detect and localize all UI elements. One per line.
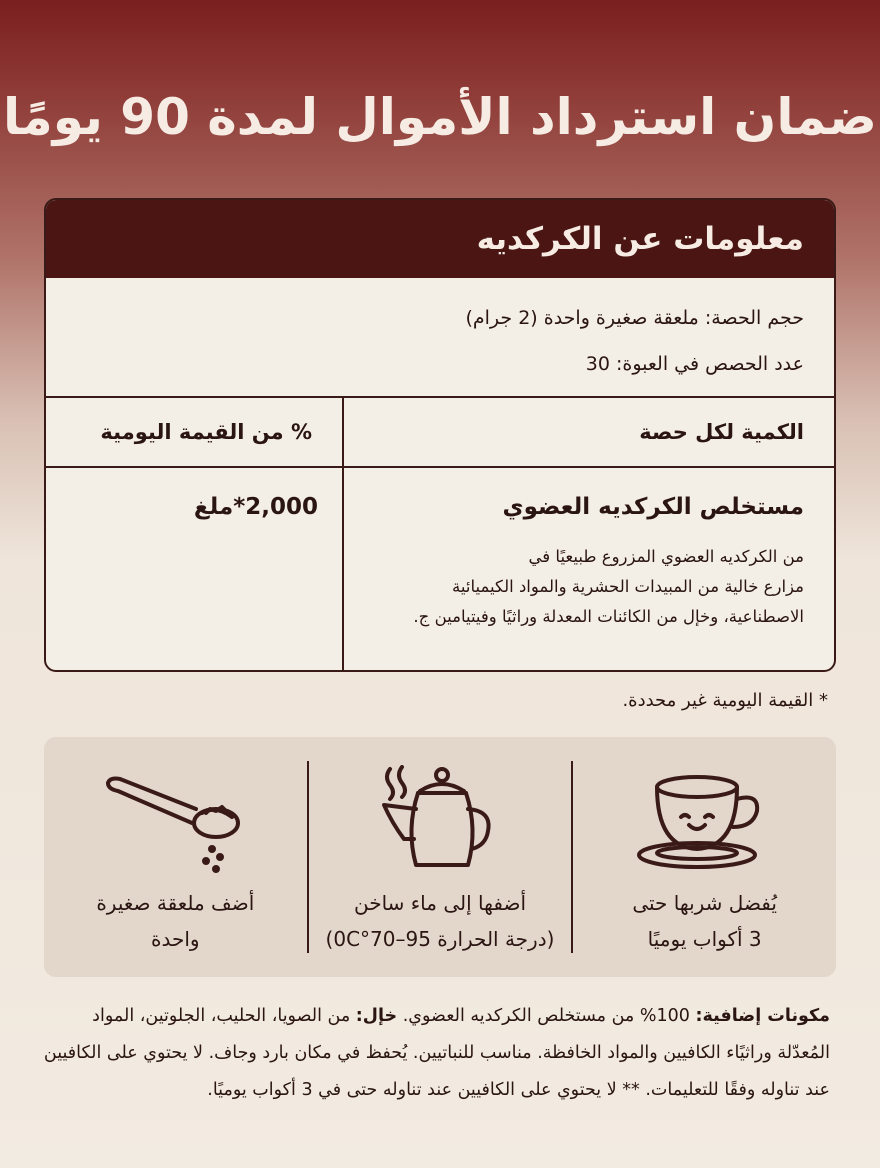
tip-line: 3 أكواب يوميًا — [647, 927, 762, 951]
ingredient-description-line: الاصطناعية، وخإل من الكائنات المعدلة وراثيًا وفيتيامين ج. — [413, 607, 804, 626]
tip-line: (درجة الحرارة 0C°70–95) — [325, 927, 555, 951]
ingredient-description-line: مزارع خالية من المبيدات الحشرية والمواد الكيميائية — [452, 577, 804, 596]
tip-line: يُفضل شربها حتى — [632, 891, 777, 915]
daily-value-footnote: * القيمة اليومية غير محددة. — [622, 690, 828, 711]
ingredient-name: مستخلص الكركديه العضوي — [502, 494, 804, 520]
extra-text: 100% من مستخلص الكركديه العضوي. — [397, 1006, 696, 1026]
page-title: ضمان استرداد الأموال لمدة 90 يومًا — [3, 88, 877, 146]
tip-line: واحدة — [151, 927, 200, 951]
amount-column-header: الكمية لكل حصة — [639, 420, 804, 444]
facts-table-header — [46, 398, 834, 468]
tip-cups — [573, 737, 836, 977]
ingredient-cell — [344, 468, 834, 672]
card-header: معلومات عن الكركديه — [46, 200, 834, 278]
tip-line: أضف ملعقة صغيرة — [96, 891, 255, 915]
extra-text-continued: من الصويا، الحليب، الجلوتين، المواد المُعدّلة وراثيًاء الكافيين والمواد الخافظة. مناسب للنباتيين. يُحفظ في مكان بارد وجاف. لا يحتوي على الكافيين عند تناوله وفقًا للتعليمات. ** لا يحتوي على الكافيين عند تناوله حتى في 3 أكواب يوميًا. — [43, 1006, 830, 1100]
servings-per-container: عدد الحصص في العبوة: 30 — [585, 353, 804, 375]
serving-info — [46, 278, 834, 398]
facts-table-row — [46, 468, 834, 672]
tip-line: أضفها إلى ماء ساخن — [353, 891, 526, 915]
extra-label: مكونات إضافية: — [695, 1006, 830, 1026]
teapot-icon — [370, 765, 510, 885]
teacup-icon — [635, 765, 775, 885]
ingredient-description-line: من الكركديه العضوي المزروع طبيعيًا في — [528, 547, 804, 566]
spoon-icon — [100, 765, 250, 885]
daily-value-column-header: % من القيمة اليومية — [46, 398, 344, 466]
tip-spoon — [44, 737, 307, 977]
usage-tips-panel — [44, 737, 836, 977]
ingredient-description — [364, 542, 804, 632]
serving-size: حجم الحصة: ملعقة صغيرة واحدة (2 جرام) — [465, 307, 804, 329]
supplement-facts-card — [44, 198, 836, 672]
additional-ingredients — [40, 998, 830, 1109]
amount-cell — [46, 468, 344, 672]
free-from-label: خإل: — [355, 1006, 398, 1026]
ingredient-amount: 2,000*ملغ — [193, 494, 318, 520]
tip-hot-water — [309, 737, 572, 977]
